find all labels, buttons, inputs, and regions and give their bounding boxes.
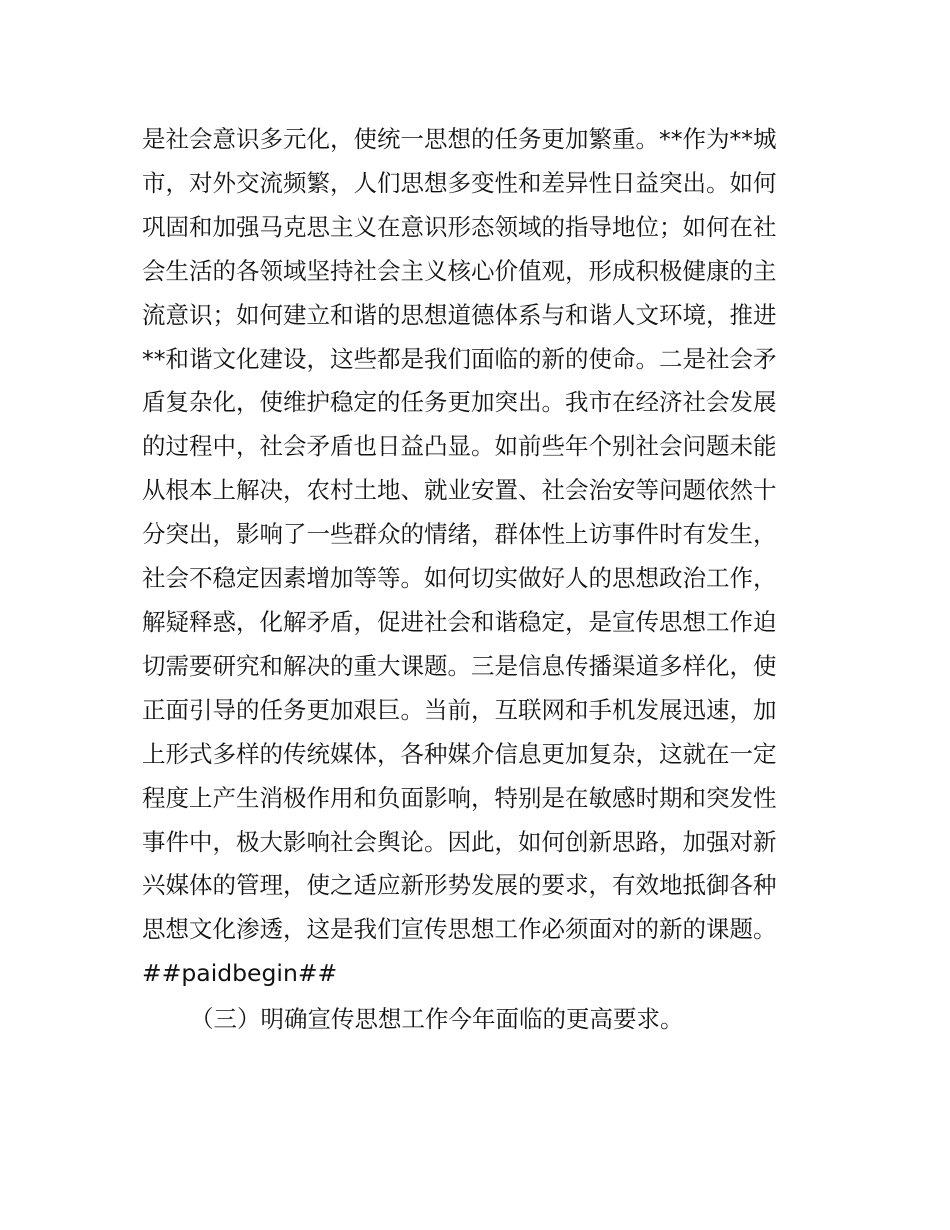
body-paragraph [142,118,822,996]
paragraph-line: **和谐文化建设，这些都是我们面临的新的使命。二是社会矛 [142,344,777,373]
paragraph-line: 巩固和加强马克思主义在意识形态领域的指导地位；如何在社 [142,212,777,241]
paragraph-line: 是社会意识多元化，使统一思想的任务更加繁重。**作为**城 [142,125,777,153]
paragraph-line: 正面引导的任务更加艰巨。当前，互联网和手机发展迅速，加 [142,695,777,724]
paragraph-line: 社会不稳定因素增加等等。如何切实做好人的思想政治工作， [142,564,777,593]
paragraph-line: 市，对外交流频繁，人们思想多变性和差异性日益突出。如何 [142,168,777,197]
section-heading: （三）明确宣传思想工作今年面临的更高要求。 [190,1005,684,1033]
paragraph-line: 盾复杂化，使维护稳定的任务更加突出。我市在经济社会发展 [142,388,777,417]
paragraph-line: 程度上产生消极作用和负面影响，特别是在敏感时期和突发性 [142,783,777,812]
paragraph-line: 流意识；如何建立和谐的思想道德体系与和谐人文环境，推进 [142,300,777,329]
paragraph-line: 思想文化渗透，这是我们宣传思想工作必须面对的新的课题。 [142,915,777,944]
paragraph-line: 上形式多样的传统媒体，各种媒介信息更加复杂，这就在一定 [142,739,777,768]
paragraph-line: 解疑释惑，化解矛盾，促进社会和谐稳定，是宣传思想工作迫 [142,607,777,636]
paragraph-line: 事件中，极大影响社会舆论。因此，如何创新思路，加强对新 [142,827,777,856]
paragraph-line: 兴媒体的管理，使之适应新形势发展的要求，有效地抵御各种 [142,871,777,900]
paragraph-line: 的过程中，社会矛盾也日益凸显。如前些年个别社会问题未能 [142,432,777,461]
paragraph-line: 从根本上解决，农村土地、就业安置、社会治安等问题依然十 [142,476,777,505]
paragraph-line: 会生活的各领域坚持社会主义核心价值观，形成积极健康的主 [142,256,777,285]
paragraph-line: 分突出，影响了一些群众的情绪，群体性上访事件时有发生， [142,520,777,549]
paragraph-line: 切需要研究和解决的重大课题。三是信息传播渠道多样化，使 [142,651,777,680]
paid-marker: ##paidbegin## [142,959,338,988]
